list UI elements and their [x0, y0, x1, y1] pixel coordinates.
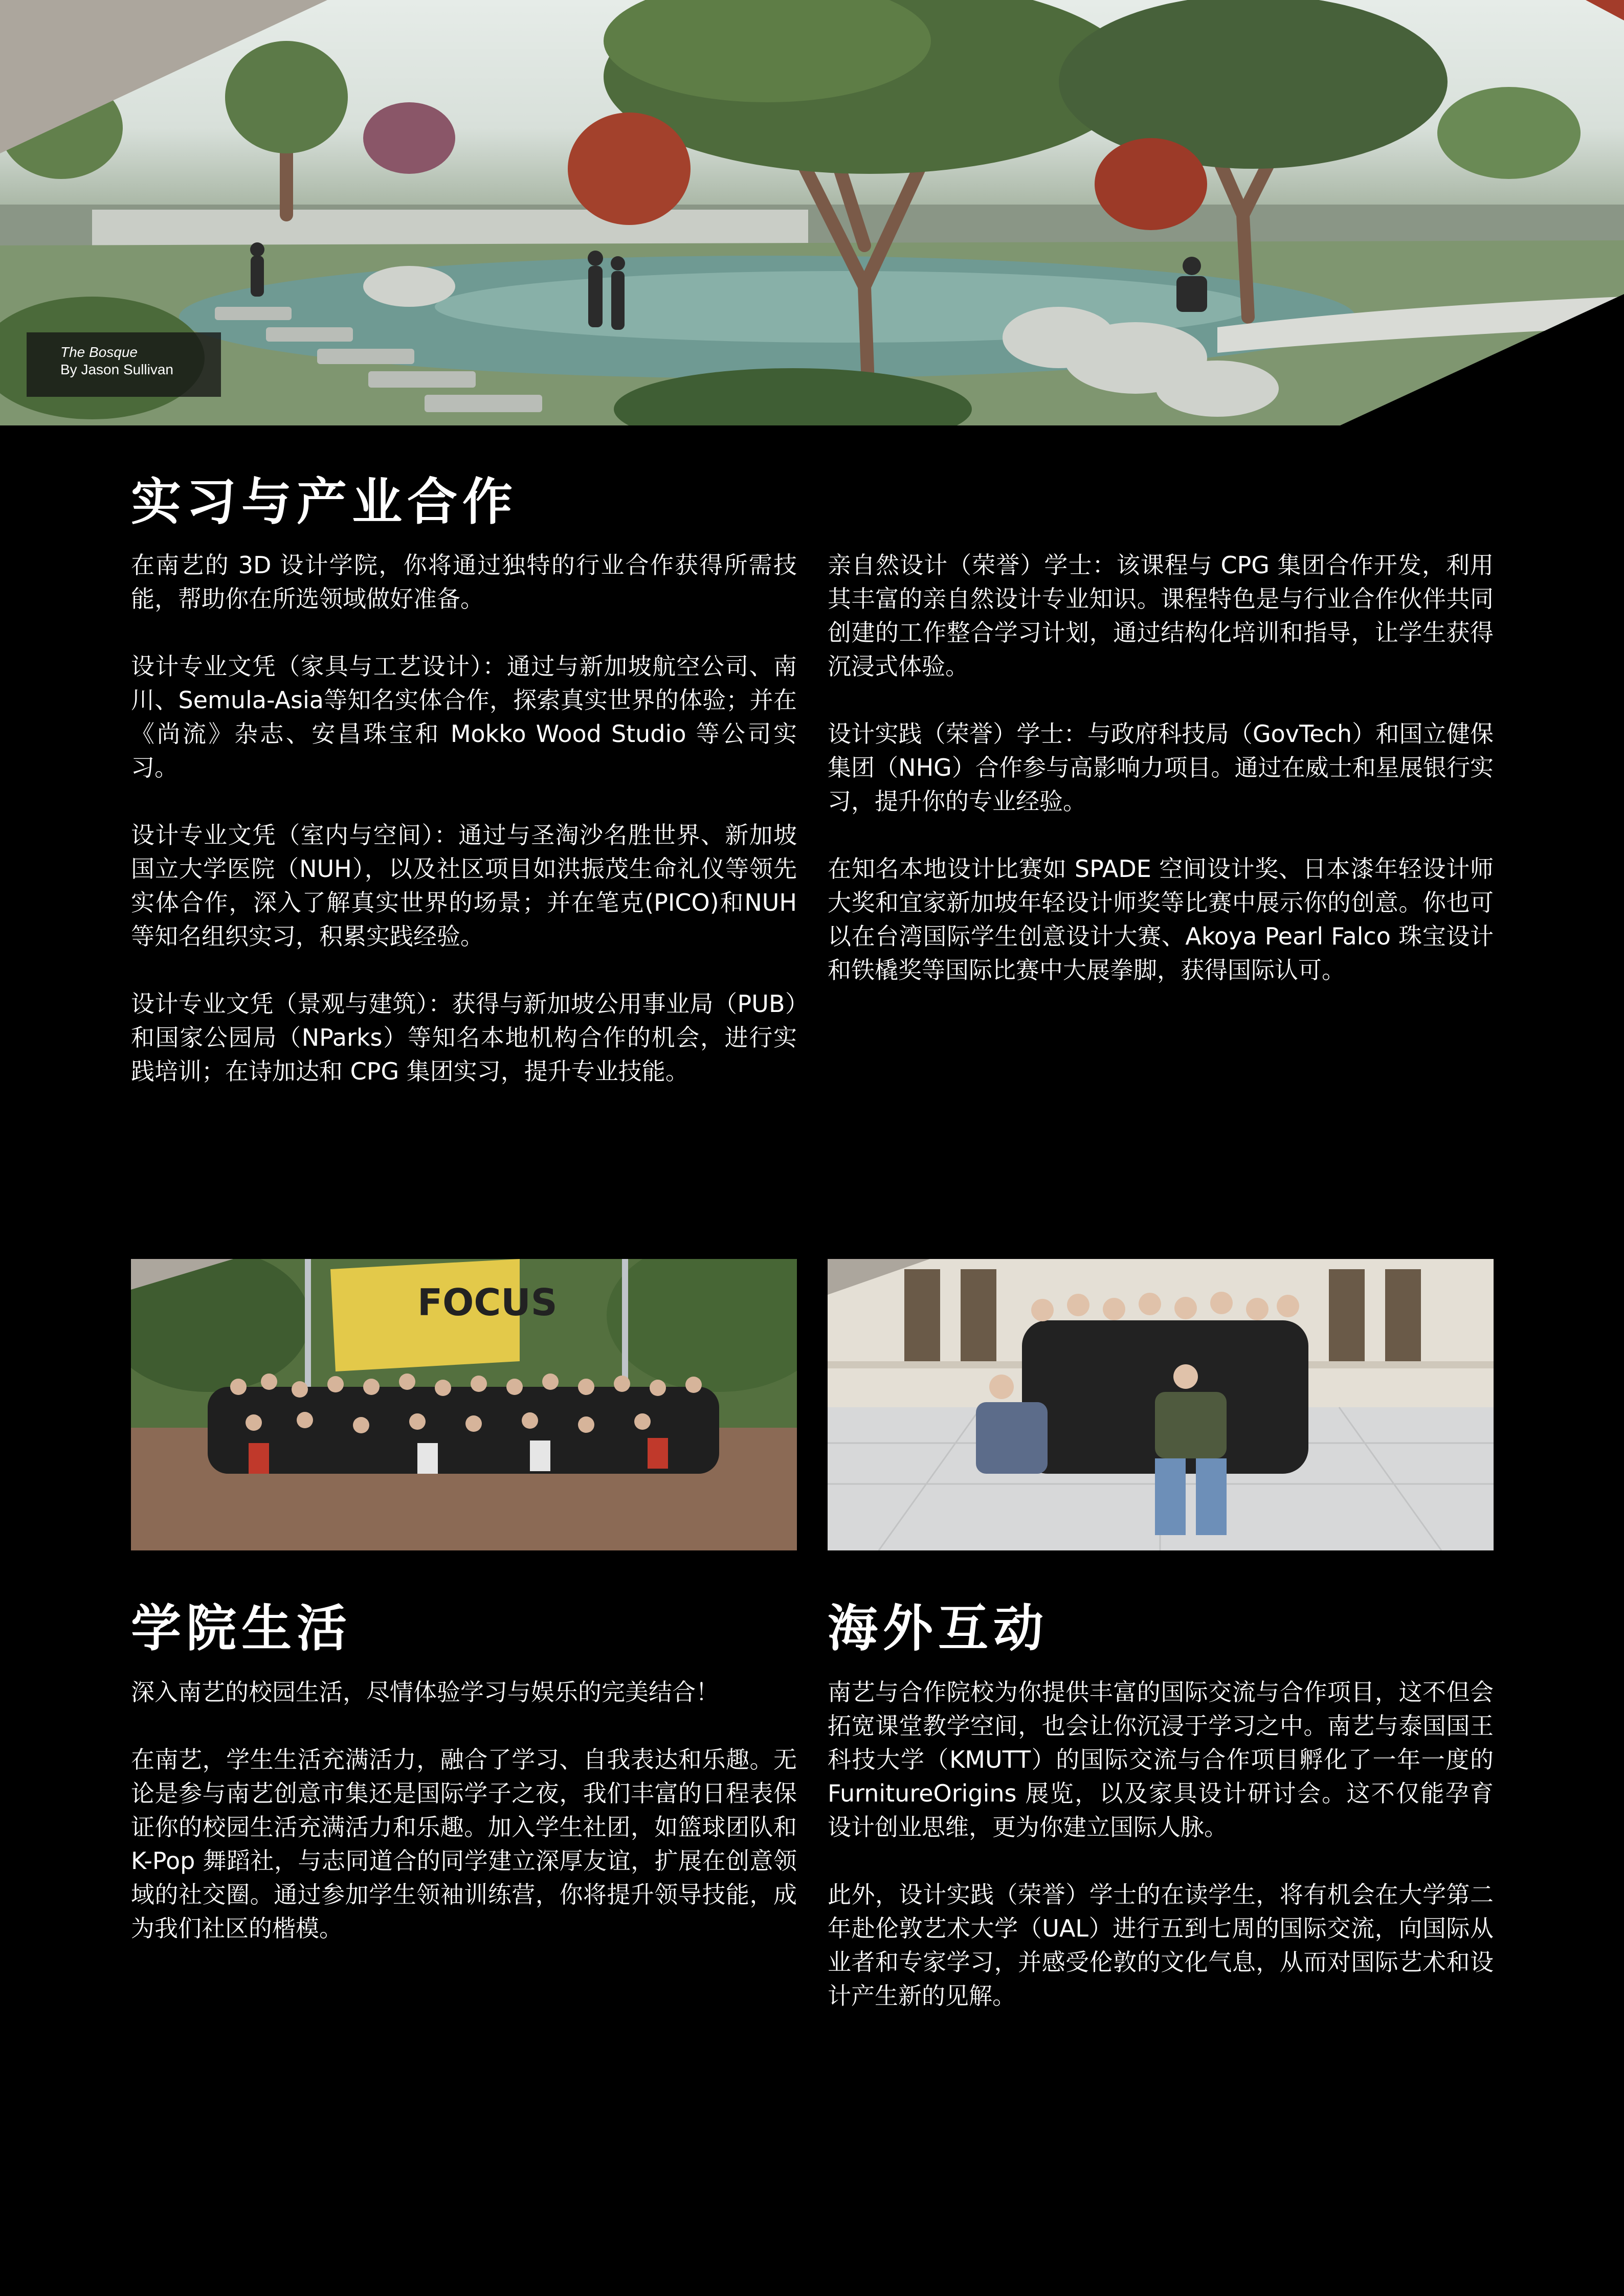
campus-life-column [131, 1675, 797, 1945]
caption-credit: By Jason Sullivan [60, 362, 174, 377]
furniture-craft-paragraph: 设计专业文凭（家具与工艺设计）：通过与新加坡航空公司、南川、Semula-Asia等知名实体合作，探索真实世界的体验；并在《尚流》杂志、安昌珠宝和 Mokko Wood Studio 等公司实习。 [131, 652, 797, 781]
campus-life-photo [131, 1259, 797, 1550]
overseas-ual-paragraph: 此外，设计实践（荣誉）学士的在读学生，将有机会在大学第二年赴伦敦艺术大学（UAL）进行五到七周的国际交流，向国际从业者和专家学习，并感受伦敦的文化气息，从而对国际艺术和设计产生新的见解。 [828, 1881, 1494, 2010]
focus-banner-text: FOCUS [417, 1281, 558, 1324]
landscape-architecture-paragraph: 设计专业文凭（景观与建筑）：获得与新加坡公用事业局（PUB）和国家公园局（NParks）等知名本地机构合作的机会，进行实践培训；在诗加达和 CPG 集团实习，提升专业技能。 [131, 990, 797, 1085]
image-caption [27, 332, 221, 397]
internship-left-column [131, 548, 797, 1088]
internship-heading: 实习与产业合作 [131, 473, 518, 531]
design-practice-paragraph: 设计实践（荣誉）学士：与政府科技局（GovTech）和国立健保集团（NHG）合作参与高影响力项目。通过在威士和星展银行实习，提升你的专业经验。 [828, 720, 1494, 815]
hero-image [0, 0, 1624, 425]
overseas-exchange-paragraph: 南艺与合作院校为你提供丰富的国际交流与合作项目，这不但会拓宽课堂教学空间，也会让你沉浸于学习之中。南艺与泰国国王科技大学（KMUTT）的国际交流与合作项目孵化了一年一度的 FurnitureOrigins 展览，以及家具设计研讨会。这不仅能孕育设计创业思维，更为你建立国际人脉。 [828, 1678, 1494, 1841]
campus-life-heading: 学院生活 [131, 1600, 352, 1658]
campus-life-intro-paragraph: 深入南艺的校园生活，尽情体验学习与娱乐的完美结合！ [131, 1678, 719, 1706]
competitions-paragraph: 在知名本地设计比赛如 SPADE 空间设计奖、日本漆年轻设计师大奖和宜家新加坡年轻设计师奖等比赛中展示你的创意。你也可以在台湾国际学生创意设计大赛、Akoya Pearl Falco 珠宝设计和铁橇奖等国际比赛中大展拳脚，获得国际认可。 [828, 855, 1494, 984]
campus-life-detail-paragraph: 在南艺，学生生活充满活力，融合了学习、自我表达和乐趣。无论是参与南艺创意市集还是国际学子之夜，我们丰富的日程表保证你的校园生活充满活力和乐趣。加入学生社团，如篮球团队和 K-Pop 舞蹈社，与志同道合的同学建立深厚友谊，扩展在创意领域的社交圈。通过参加学生领袖训练营，你将提升领导技能，成为我们社区的楷模。 [131, 1746, 797, 1942]
corner-wedge [828, 1259, 930, 1310]
overseas-photo [828, 1259, 1494, 1550]
hero-illustration [0, 0, 1624, 425]
internship-intro-paragraph: 在南艺的 3D 设计学院，你将通过独特的行业合作获得所需技能，帮助你在所选领域做好准备。 [131, 551, 797, 613]
corner-wedge [131, 1259, 233, 1310]
overseas-heading: 海外互动 [828, 1600, 1049, 1658]
biophilic-design-paragraph: 亲自然设计（荣誉）学士：该课程与 CPG 集团合作开发，利用其丰富的亲自然设计专业知识。课程特色是与行业合作伙伴共同创建的工作整合学习计划，通过结构化培训和指导，让学生获得沉浸式体验。 [828, 551, 1494, 680]
overseas-column [828, 1675, 1494, 2013]
interior-space-paragraph: 设计专业文凭（室内与空间）：通过与圣淘沙名胜世界、新加坡国立大学医院（NUH），以及社区项目如洪振茂生命礼仪等领先实体合作，深入了解真实世界的场景；并在笔克(PICO)和NUH等知名组织实习，积累实践经验。 [131, 821, 797, 950]
caption-title: The Bosque [60, 344, 138, 360]
internship-right-column [828, 548, 1494, 987]
